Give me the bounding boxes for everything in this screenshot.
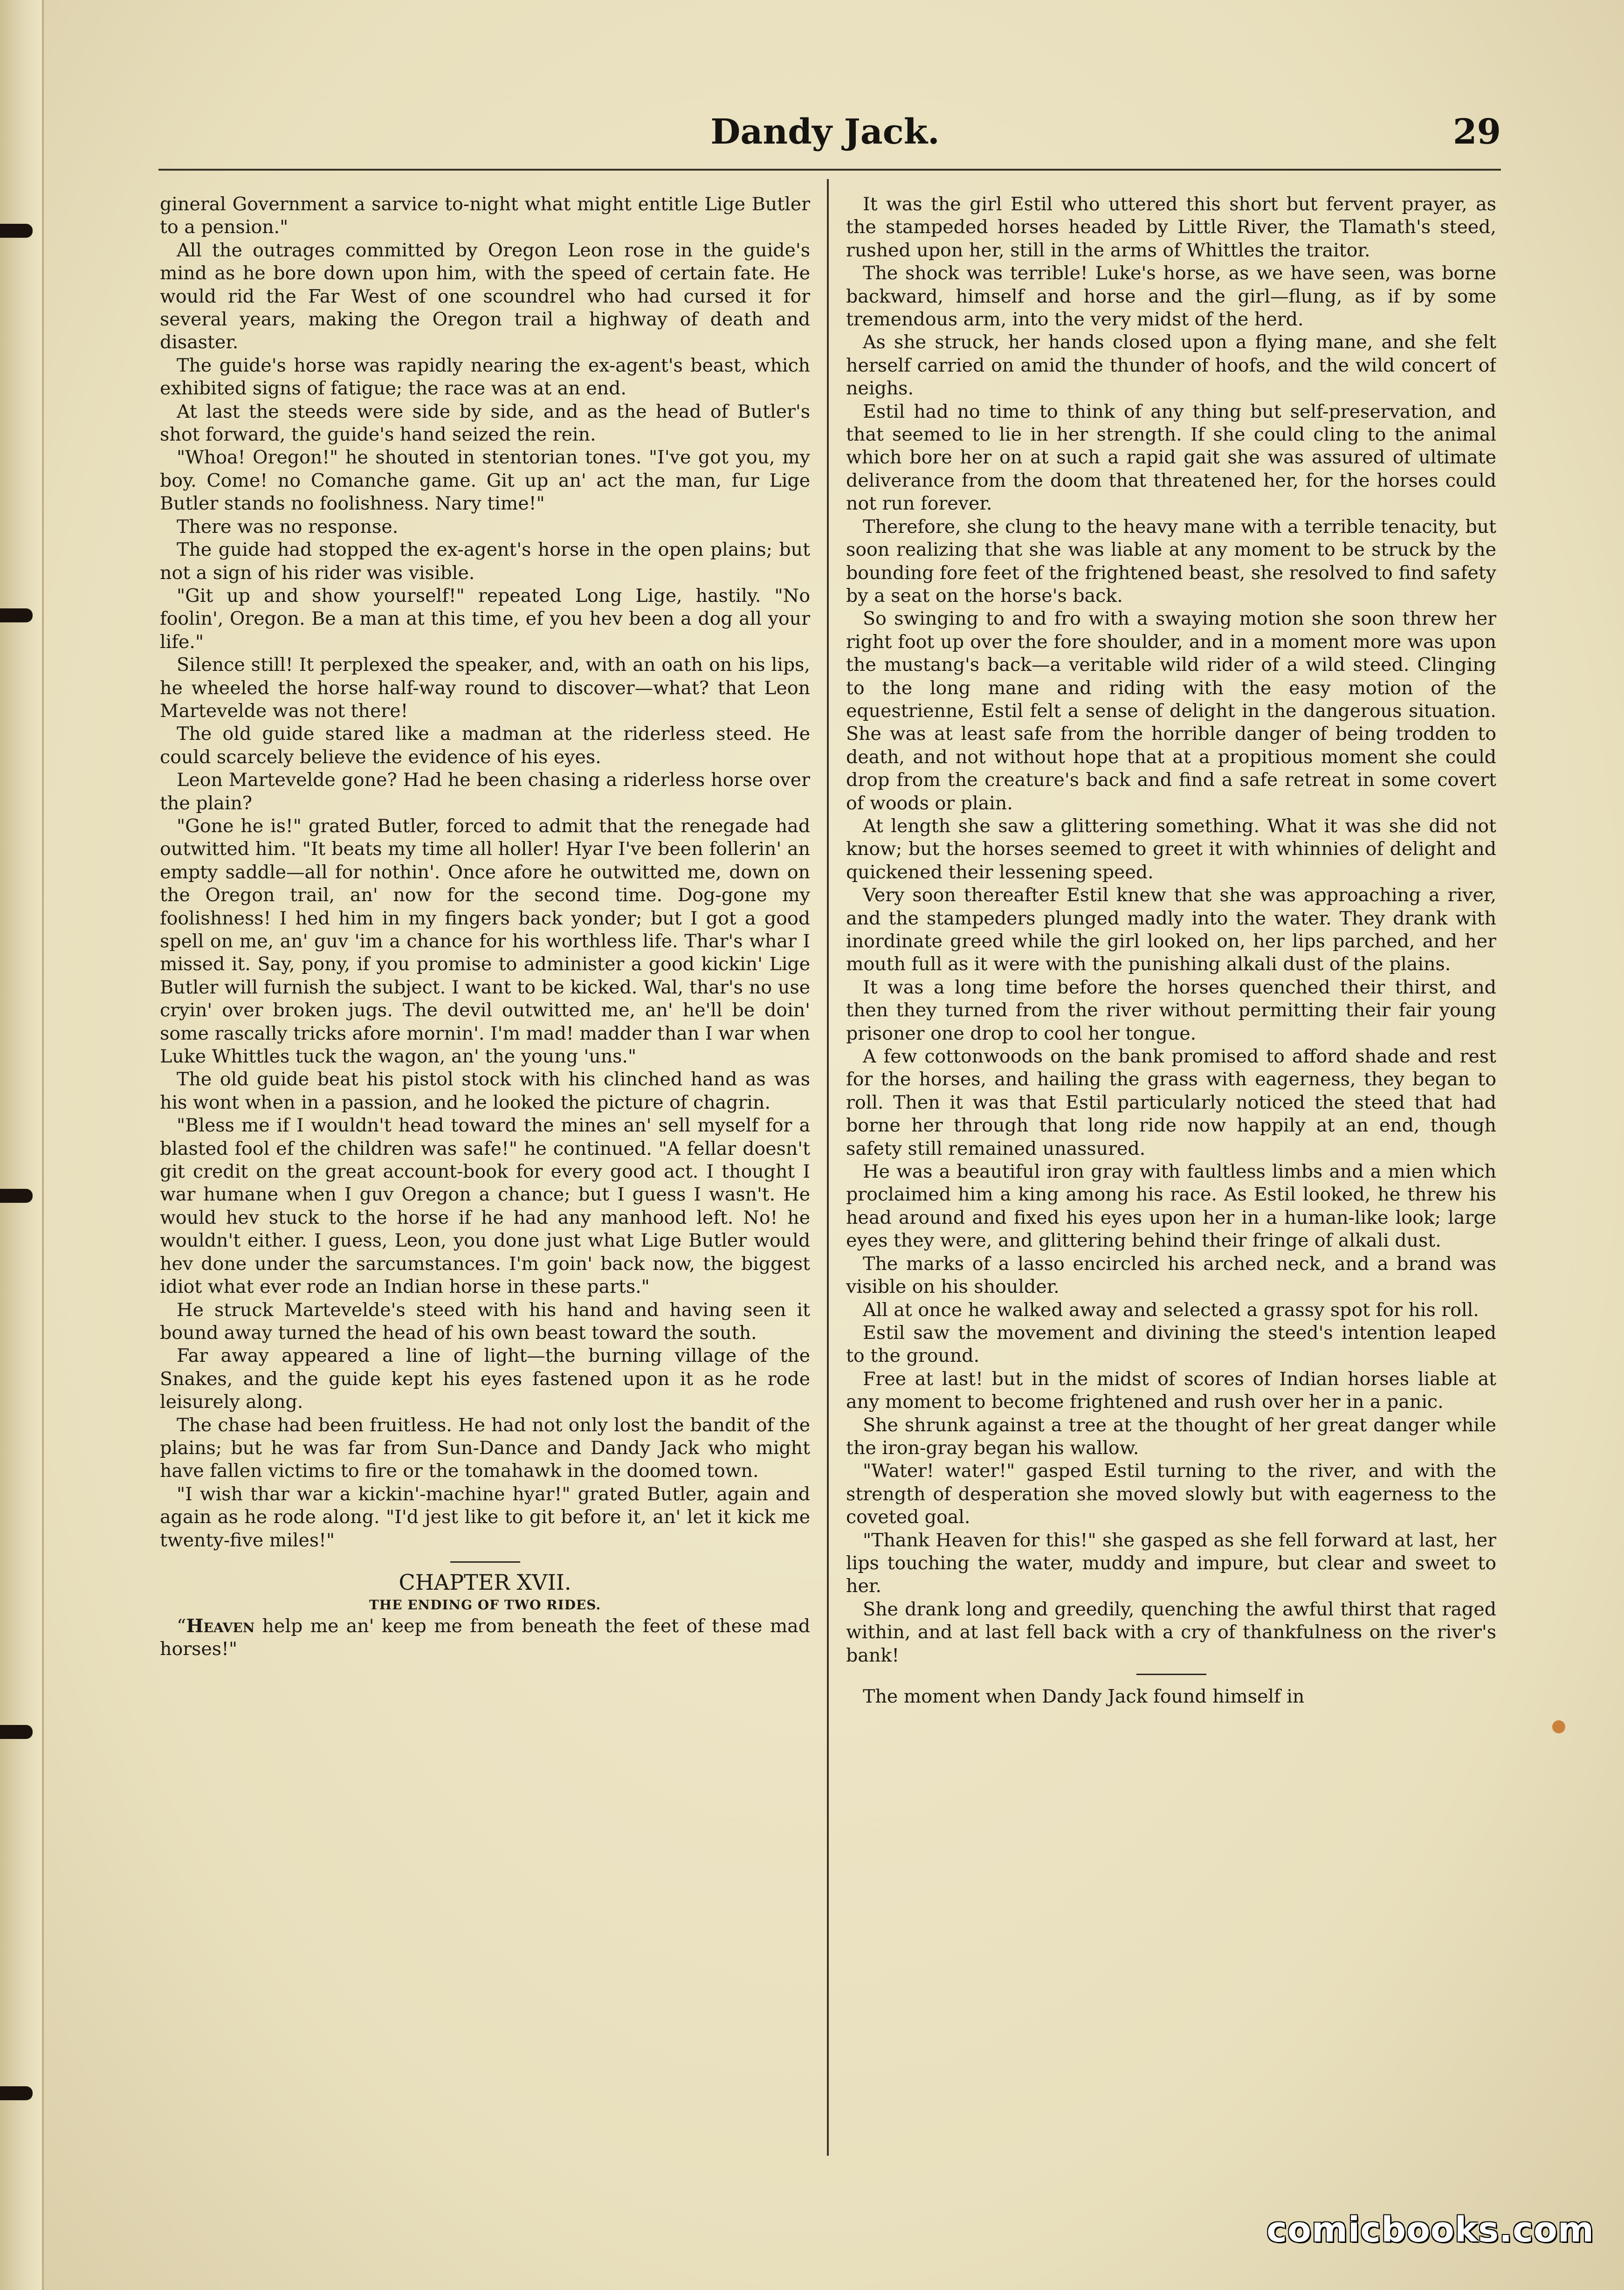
- paragraph: The guide's horse was rapidly nearing the ex-agent's beast, which exhibited signs of fatigue; the race was at an end.: [160, 354, 810, 400]
- paragraph: There was no response.: [177, 516, 399, 538]
- paragraph: It was a long time before the horses quenched their thirst, and then they turned from the river without permitting their fair young prisoner one drop to cool her tongue.: [846, 976, 1496, 1044]
- page-number: 29: [1453, 112, 1501, 152]
- paragraph: At length she saw a glittering something. What it was she did not know; but the horses seemed to greet it with whinnies of delight and quickened their lessening speed.: [846, 815, 1496, 883]
- paragraph: Far away appeared a line of light—the burning village of the Snakes, and the guide kept his eyes fastened upon it as he rode leisurely along.: [160, 1345, 810, 1413]
- section-rule: [1136, 1674, 1206, 1675]
- paragraph: Very soon thereafter Estil knew that she was approaching a river, and the stampeders plunged madly into the water. They drank with inordinate greed while the girl looked on, her lips parched, and her mouth full as it were with the punishing alkali dust of the plains.: [846, 884, 1496, 975]
- site-watermark: comicbooks.com: [1266, 2210, 1594, 2250]
- binding-edge: [0, 0, 44, 2290]
- header-rule: [158, 169, 1501, 171]
- column-divider: [827, 179, 829, 2156]
- running-title: Dandy Jack.: [710, 112, 940, 152]
- opening-text: help me an' keep me from beneath the feet of these mad horses!": [160, 1615, 810, 1660]
- paragraph: "Thank Heaven for this!" she gasped as she fell forward at last, her lips touching the water, muddy and impure, but clear and sweet to her.: [846, 1529, 1496, 1597]
- paragraph: Silence still! It perplexed the speaker, and, with an oath on his lips, he wheeled the horse half-way round to discover—what? that Leon Martevelde was not there!: [160, 654, 810, 722]
- binding-tab: [0, 1725, 33, 1739]
- chapter-title: CHAPTER XVII.: [399, 1569, 571, 1595]
- paragraph: The old guide stared like a madman at the riderless steed. He could scarcely believe the evidence of his eyes.: [160, 723, 810, 768]
- paragraph: The shock was terrible! Luke's horse, as we have seen, was borne backward, himself and horse and the girl—flung, as if by some tremendous arm, into the very midst of the herd.: [846, 262, 1496, 331]
- paragraph: She drank long and greedily, quenching the awful thirst that raged within, and at last fell back with a cry of thankfulness on the river's bank!: [846, 1598, 1496, 1666]
- paragraph: "Gone he is!" grated Butler, forced to admit that the renegade had outwitted him. "It beats my time all holler! Hyar I've been follerin' an empty saddle—all for nothin'. Once afore he outwitted me, down on the Oregon trail, an' now for the second time. Dog-gone my foolishness! I hed him in my fingers back yonder; but I got a good spell on me, an' guv 'im a chance for his worthless life. Thar's whar I missed it. Say, pony, if you promise to administer a good kickin' Lige Butler will furnish the subject. I want to be kicked. Wal, thar's no use cryin' over broken jugs. The devil outwitted me, an' he'll be doin' some rascally tricks afore mornin'. I'm mad! madder than I war when Luke Whittles tuck the wagon, an' the young 'uns.": [160, 815, 810, 1068]
- paragraph: The chase had been fruitless. He had not only lost the bandit of the plains; but he was far from Sun-Dance and Dandy Jack who might have fallen victims to fire or the tomahawk in the doomed town.: [160, 1414, 810, 1482]
- paragraph: "Git up and show yourself!" repeated Long Lige, hastily. "No foolin', Oregon. Be a man at this time, ef you hev been a dog all your life.": [160, 585, 810, 653]
- paragraph: "Water! water!" gasped Estil turning to the river, and with the strength of desperation she moved slowly but with eagerness to the coveted goal.: [846, 1460, 1496, 1528]
- paragraph: Estil saw the movement and divining the steed's intention leaped to the ground.: [846, 1322, 1496, 1367]
- paragraph: "Bless me if I wouldn't head toward the mines an' sell myself for a blasted fool ef the children was safe!" he continued. "A fellar doesn't git credit on the great account-book for every good act. I thought I war humane when I guv Oregon a chance; but I guess I wasn't. He would hev stuck to the horse if he had any manhood left. No! he wouldn't either. I guess, Leon, you done just what Lige Butler would hev done under the sarcumstances. I'm goin' back now, the biggest idiot what ever rode an Indian horse in these parts.": [160, 1115, 810, 1298]
- left-column: [160, 193, 810, 2188]
- paragraph: At last the steeds were side by side, and as the head of Butler's shot forward, the guide's hand seized the rein.: [160, 400, 810, 446]
- binding-tab: [0, 1189, 33, 1203]
- paragraph: A few cottonwoods on the bank promised to afford shade and rest for the horses, and hailing the grass with eagerness, they began to roll. Then it was that Estil particularly noticed the steed that had borne her through that long ride now happily at an end, though safety still remained unassured.: [846, 1046, 1496, 1159]
- paragraph: It was the girl Estil who uttered this short but fervent prayer, as the stampeded horses headed by Little River, the Tlamath's steed, rushed upon her, still in the arms of Whittles the traitor.: [846, 193, 1496, 261]
- paragraph: Free at last! but in the midst of scores of Indian horses liable at any moment to become frightened and rush over her in a panic.: [846, 1368, 1496, 1413]
- paragraph: So swinging to and fro with a swaying motion she soon threw her right foot up over the fore shoulder, and in a moment more was upon the mustang's back—a veritable wild rider of a wild steed. Clinging to the long mane and riding with the easy motion of the equestrienne, Estil felt a sense of delight in the dangerous situation. She was at least safe from the horrible danger of being trodden to death, and not without hope that at a propitious moment she could drop from the creature's back and find a safe retreat in some covert of woods or plain.: [846, 608, 1496, 814]
- paragraph: All at once he walked away and selected a grassy spot for his roll.: [863, 1299, 1479, 1321]
- paragraph: Therefore, she clung to the heavy mane with a terrible tenacity, but soon realizing that she was liable at any moment to be struck by the bounding fore feet of the frightened beast, she resolved to find safety by a seat on the horse's back.: [846, 516, 1496, 607]
- paragraph: She shrunk against a tree at the thought of her great danger while the iron-gray began his wallow.: [846, 1414, 1496, 1459]
- chapter-subtitle: THE ENDING OF TWO RIDES.: [369, 1597, 601, 1613]
- paragraph: All the outrages committed by Oregon Leon rose in the guide's mind as he bore down upon him, with the speed of certain fate. He would rid the Far West of one scoundrel who had cursed it for several years, making the Oregon trail a highway of death and disaster.: [160, 239, 810, 353]
- paragraph: He was a beautiful iron gray with faultless limbs and a mien which proclaimed him a king among his race. As Estil looked, he threw his head around and fixed his eyes upon her in a human-like look; large eyes they were, and glittering behind their fringe of alkali dust.: [846, 1161, 1496, 1252]
- binding-tab: [0, 608, 33, 622]
- chapter-rule: [450, 1561, 520, 1563]
- paragraph: Estil had no time to think of any thing but self-preservation, and that seemed to lie in her strength. If she could cling to the animal which bore her on at such a rapid gait she was assured of ultimate deliverance from the doom that threatened her, for the horses could not run forever.: [846, 400, 1496, 515]
- right-column: [846, 193, 1496, 2188]
- paragraph: "I wish thar war a kickin'-machine hyar!" grated Butler, again and again as he rode along. "I'd jest like to git before it, an' let it kick me twenty-five miles!": [160, 1483, 810, 1551]
- ink-stain: [1552, 1720, 1565, 1733]
- paragraph: "Whoa! Oregon!" he shouted in stentorian tones. "I've got you, my boy. Come! no Comanche game. Git up an' act the man, fur Lige Butler stands no foolishness. Nary time!": [160, 447, 810, 515]
- paragraph: He struck Martevelde's steed with his hand and having seen it bound away turned the head of his own beast toward the south.: [160, 1299, 810, 1344]
- paragraph: The old guide beat his pistol stock with his clinched hand as was his wont when in a passion, and he looked the picture of chagrin.: [160, 1069, 810, 1113]
- paragraph: Leon Martevelde gone? Had he been chasing a riderless horse over the plain?: [160, 769, 810, 814]
- binding-tab: [0, 224, 33, 238]
- binding-tab: [0, 2086, 33, 2100]
- drop-word: Heaven: [186, 1615, 255, 1637]
- paragraph: gineral Government a sarvice to-night what might entitle Lige Butler to a pension.": [160, 193, 810, 238]
- paragraph: The marks of a lasso encircled his arched neck, and a brand was visible on his shoulder.: [846, 1253, 1496, 1298]
- paragraph: The guide had stopped the ex-agent's horse in the open plains; but not a sign of his rider was visible.: [160, 539, 810, 584]
- paragraph: The moment when Dandy Jack found himself in: [863, 1686, 1305, 1707]
- chapter-opening: “Heaven help me an' keep me from beneath the feet of these mad horses!": [160, 1615, 810, 1660]
- paragraph: As she struck, her hands closed upon a flying mane, and she felt herself carried on amid the thunder of hoofs, and the wild concert of neighs.: [846, 331, 1496, 400]
